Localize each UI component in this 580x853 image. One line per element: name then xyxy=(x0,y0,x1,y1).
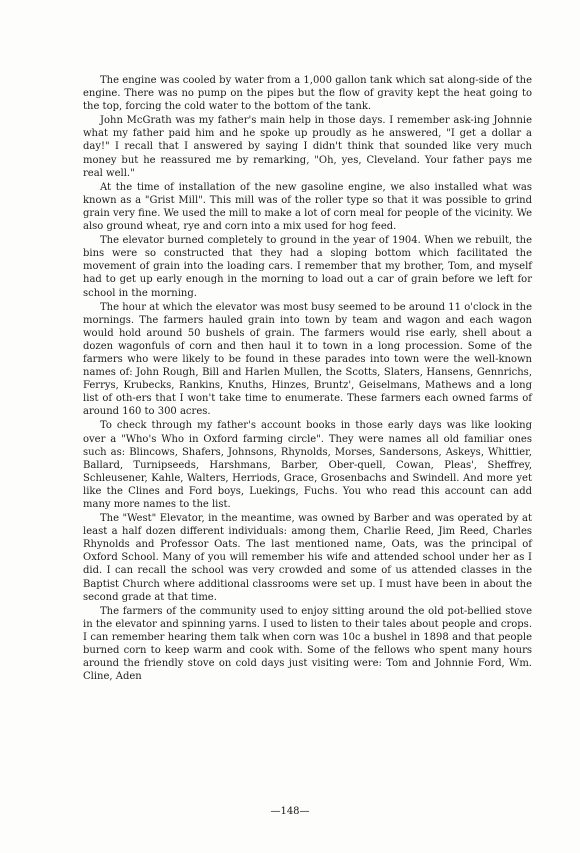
paragraph-busy-hour: The hour at which the elevator was most busy seemed to be around 11 o'clock in the mornings. The farmers hauled grain into town by team and wagon and each wagon would hold around 50 bushels of grain. The farmers would rise early, shell about a dozen wagonfuls of corn and then haul it to town in a long procession. Some of the farmers who were likely to be found in these parades into town were the well-known names of: John Rough, Bill and Harlen Mullen, the Scotts, Slaters, Hansens, Gennrichs, Ferrys, Krubecks, Rankins, Knuths, Hinzes, Bruntz', Geiselmans, Mathews and a long list of oth-ers that I won't take time to enumerate. These farmers each owned farms of around 160 to 300 acres. xyxy=(83,301,532,418)
paragraph-grist-mill: At the time of installation of the new gasoline engine, we also installed what was known as a "Grist Mill". This mill was of the roller type so that it was possible to grind grain very fine. We used the mill to make a lot of corn meal for people of the vicinity. We also ground wheat, rye and corn into a mix used for hog feed. xyxy=(83,181,532,233)
paragraph-account-books: To check through my father's account books in those early days was like looking over a "Who's Who in Oxford farming circle". They were names all old familiar ones such as: Blincows, Shafers, Johnsons, Rhynolds, Morses, Sandersons, Askeys, Whittier, Ballard, Turnipseeds, Harshmans, Barber, Ober-quell, Cowan, Pleas', Sheffrey, Schleusener, Kahle, Walters, Herriods, Grace, Grosenbachs and Swindell. And more yet like the Clines and Ford boys, Luekings, Fuchs. You who read this account can add many more names to the list. xyxy=(83,420,532,510)
paragraph-john-mcgrath: John McGrath was my father's main help in those days. I remember ask-ing Johnnie what my father paid him and he spoke up proudly as he answered, "I get a dollar a day!" I recall that I answered by saying I didn't think that sounded like very much money but he reassured me by remarking, "Oh, yes, Cleveland. Your father pays me real well." xyxy=(83,115,532,179)
paragraph-engine-cooling: The engine was cooled by water from a 1,000 gallon tank which sat along-side of the engine. There was no pump on the pipes but the flow of gravity kept the heat going to the top, forcing the cold water to the bottom of the tank. xyxy=(83,75,532,113)
page-number: —148— xyxy=(270,806,310,817)
paragraph-west-elevator: The "West" Elevator, in the meantime, was owned by Barber and was operated by at least a half dozen different individuals: among them, Charlie Reed, Jim Reed, Charles Rhynolds and Professor Oats. The last mentioned name, Oats, was the principal of Oxford School. Many of you will remember his wife and attended school under her as I did. I can recall the school was very crowded and some of us attended classes in the Baptist Church where additional classrooms were set up. I must have been in about the second grade at that time. xyxy=(83,513,532,603)
paragraph-elevator-fire: The elevator burned completely to ground in the year of 1904. When we rebuilt, the bins were so constructed that they had a sloping bottom which facilitated the movement of grain into the loading cars. I remember that my brother, Tom, and myself had to get up early enough in the morning to load out a car of grain before we left for school in the morning. xyxy=(83,235,532,299)
body-text xyxy=(83,74,532,684)
paragraph-stove-yarns: The farmers of the community used to enjoy sitting around the old pot-bellied stove in the elevator and spinning yarns. I used to listen to their tales about people and crops. I can remember hearing them talk when corn was 10c a bushel in 1898 and that people burned corn to keep warm and cook with. Some of the fellows who spent many hours around the friendly stove on cold days just visiting were: Tom and Johnnie Ford, Wm. Cline, Aden xyxy=(83,605,532,683)
